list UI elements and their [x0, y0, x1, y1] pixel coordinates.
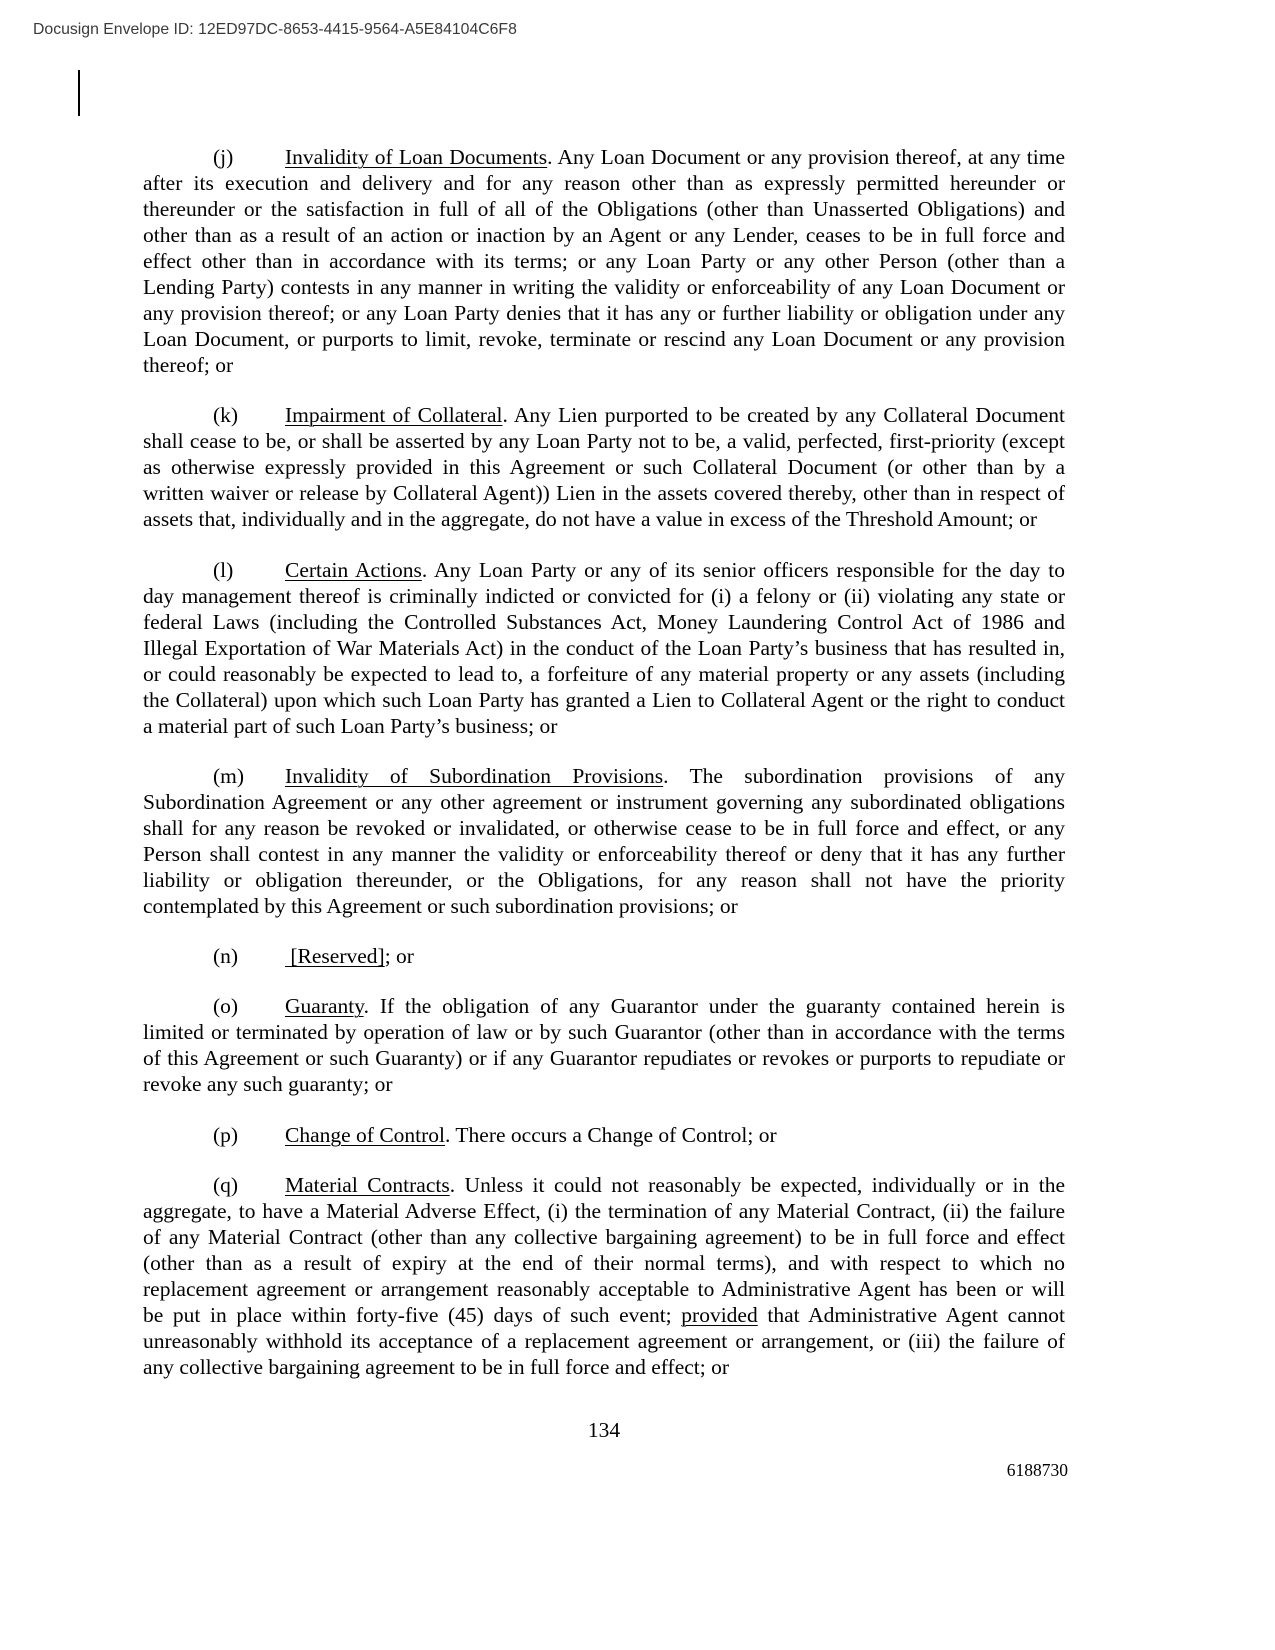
page-number: 134: [587, 1418, 621, 1442]
clause-line: as otherwise expressly provided in this Agreement or such Collateral Document (or other than by a: [143, 455, 1065, 480]
clause-heading: [Reserved]: [285, 944, 385, 969]
clause-line: a material part of such Loan Party’s business; or: [143, 713, 558, 738]
defined-term-provided: provided: [681, 1303, 758, 1328]
clause-line: Loan Document, or purports to limit, revoke, terminate or rescind any Loan Document or any provision: [143, 327, 1065, 351]
clause-text: . Unless it could not reasonably be expected, individually or in the: [449, 1173, 1065, 1198]
clause-line: assets that, individually and in the aggregate, do not have a value in excess of the Threshold Amount; or: [143, 507, 1038, 532]
clause-line: liability or obligation thereunder, or the Obligations, for any reason shall not have the priority: [143, 867, 1065, 892]
clause-heading: Material Contracts: [285, 1173, 450, 1198]
clause-line: Illegal Exportation of War Materials Act) in the conduct of the Loan Party’s business that has resulted in,: [143, 635, 1065, 660]
clause-line: revoke any such guaranty; or: [143, 1072, 393, 1097]
clause-q: [143, 1172, 1065, 1380]
clause-line: [143, 557, 1065, 583]
clause-heading: Guaranty: [285, 994, 364, 1019]
clause-text: . If the obligation of any Guarantor under the guaranty contained herein is: [363, 994, 1065, 1019]
clause-line: (other than as a result of expiry at the end of their normal terms), and with respect to which no: [143, 1251, 1065, 1276]
clause-heading: Impairment of Collateral: [285, 403, 503, 428]
clause-line: aggregate, to have a Material Adverse Effect, (i) the termination of any Material Contract, (ii) the failure: [143, 1199, 1065, 1224]
clause-l: [143, 557, 1065, 739]
clause-label: (n): [213, 944, 239, 969]
clause-text: . Any Loan Document or any provision thereof, at any time: [547, 145, 1065, 169]
clause-label: (m): [213, 763, 245, 788]
clause-text: be put in place within forty-five (45) days of such event;: [143, 1303, 682, 1328]
clause-label: (j): [213, 145, 234, 169]
clause-line: the Collateral) upon which such Loan Party has granted a Lien to Collateral Agent or the right to conduct: [143, 687, 1065, 712]
clause-label: (o): [213, 994, 239, 1019]
clause-line: [143, 402, 1065, 428]
clause-line: shall cease to be, or shall be asserted by any Loan Party not to be, a valid, perfected, first-priority (except: [143, 429, 1065, 454]
clause-heading: Change of Control: [285, 1122, 446, 1147]
clause-line: [143, 943, 1065, 969]
clause-line: shall for any reason be revoked or invalidated, or otherwise cease to be in full force and effect, or any: [143, 815, 1065, 840]
clause-text: that Administrative Agent cannot: [757, 1303, 1065, 1328]
clause-o: [143, 993, 1065, 1097]
document-body: [143, 144, 1065, 1404]
clause-line: [143, 1172, 1065, 1198]
clause-line: Subordination Agreement or any other agreement or instrument governing any subordinated obligations: [143, 789, 1065, 814]
clause-line: after its execution and delivery and for any reason other than as expressly permitted hereunder or: [143, 171, 1065, 195]
clause-line: replacement agreement or arrangement reasonably acceptable to Administrative Agent has been or will: [143, 1277, 1065, 1302]
clause-line: other than as a result of an action or inaction by an Agent or any Lender, ceases to be in full force and: [143, 223, 1065, 247]
clause-n: [143, 943, 1065, 969]
clause-line: thereof; or: [143, 353, 234, 377]
clause-p: [143, 1122, 1065, 1148]
clause-line: [143, 1302, 1065, 1328]
clause-line: day management thereof is criminally indicted or convicted for (i) a felony or (ii) violating any state or: [143, 583, 1065, 608]
clause-j: [143, 144, 1065, 378]
revision-change-bar: [78, 70, 80, 116]
clause-k: [143, 402, 1065, 532]
clause-line: unreasonably withhold its acceptance of a replacement agreement or arrangement, or (iii) the failure of: [143, 1329, 1065, 1354]
clause-m: [143, 763, 1065, 919]
clause-line: any collective bargaining agreement to be in full force and effect; or: [143, 1355, 730, 1380]
clause-text: . Any Lien purported to be created by any Collateral Document: [502, 403, 1065, 428]
clause-line: [143, 1122, 1065, 1148]
clause-line: federal Laws (including the Controlled Substances Act, Money Laundering Control Act of 1986 and: [143, 609, 1065, 634]
clause-line: Lending Party) contests in any manner in writing the validity or enforceability of any Loan Document or: [143, 275, 1065, 299]
clause-line: limited or terminated by operation of law or by such Guarantor (other than in accordance with the terms: [143, 1020, 1065, 1045]
document-id-number: 6188730: [1006, 1460, 1068, 1480]
clause-heading: Invalidity of Loan Documents: [285, 145, 548, 169]
clause-heading: Certain Actions: [285, 557, 422, 582]
clause-line: [143, 993, 1065, 1019]
clause-text: . The subordination provisions of any: [663, 763, 1065, 788]
clause-label: (k): [213, 403, 239, 428]
clause-label: (q): [213, 1173, 239, 1198]
clause-heading: Invalidity of Subordination Provisions: [285, 763, 664, 788]
docusign-envelope-id: Docusign Envelope ID: 12ED97DC-8653-4415-9564-A5E84104C6F8: [33, 21, 517, 38]
clause-text: . There occurs a Change of Control; or: [445, 1122, 777, 1147]
clause-line: or could reasonably be expected to lead to, a forfeiture of any material property or any assets (including: [143, 661, 1065, 686]
clause-label: (l): [213, 557, 234, 582]
clause-text: ; or: [384, 944, 414, 969]
clause-label: (p): [213, 1122, 239, 1147]
clause-line: effect other than in accordance with its terms; or any Loan Party or any other Person (other than a: [143, 249, 1065, 273]
clause-text: . Any Loan Party or any of its senior officers responsible for the day to: [421, 557, 1065, 582]
clause-line: [143, 763, 1065, 789]
clause-line: Person shall contest in any manner the validity or enforceability thereof or deny that it has any further: [143, 841, 1065, 866]
clause-line: written waiver or release by Collateral Agent)) Lien in the assets covered thereby, other than in respect of: [143, 481, 1065, 506]
clause-line: thereunder or the satisfaction in full of all of the Obligations (other than Unasserted Obligations) and: [143, 197, 1065, 221]
clause-line: of any Material Contract (other than any collective bargaining agreement) to be in full force and effect: [143, 1225, 1065, 1250]
clause-line: contemplated by this Agreement or such subordination provisions; or: [143, 893, 738, 918]
clause-line: [143, 144, 1065, 170]
clause-line: of this Agreement or such Guaranty) or if any Guarantor repudiates or revokes or purports to repudiate or: [143, 1046, 1065, 1071]
clause-line: any provision thereof; or any Loan Party denies that it has any or further liability or obligation under any: [143, 301, 1065, 325]
